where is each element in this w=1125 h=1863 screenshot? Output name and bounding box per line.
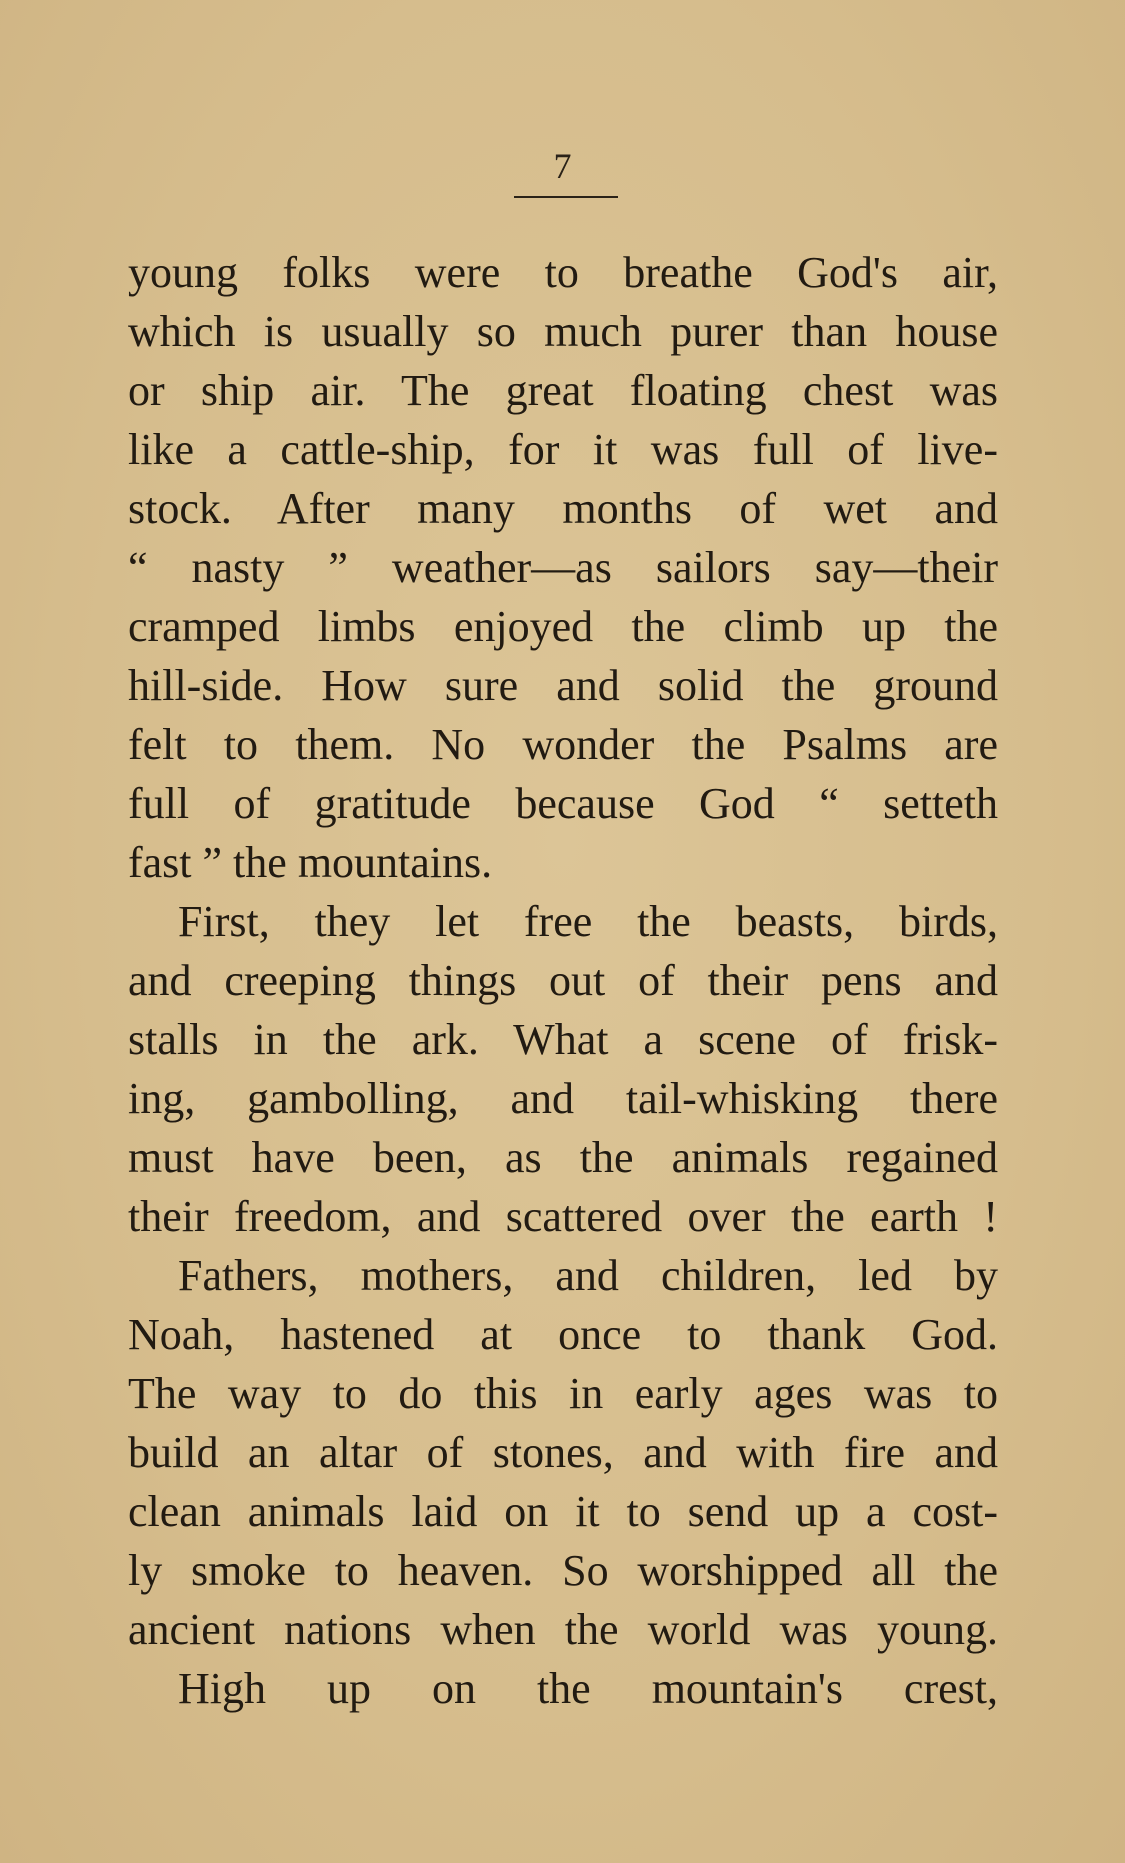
text-line: and creeping things out of their pens and <box>128 956 998 1005</box>
text-line: or ship air. The great floating chest was <box>128 366 998 415</box>
text-line: hill-side. How sure and solid the ground <box>128 661 998 710</box>
text-line: felt to them. No wonder the Psalms are <box>128 720 998 769</box>
text-line: young folks were to breathe God's air, <box>128 248 998 297</box>
text-line: The way to do this in early ages was to <box>128 1369 998 1418</box>
text-line: stalls in the ark. What a scene of frisk- <box>128 1015 998 1064</box>
text-line: Fathers, mothers, and children, led by <box>178 1251 998 1300</box>
text-line: ing, gambolling, and tail-whisking there <box>128 1074 998 1123</box>
page-number-rule <box>514 196 618 198</box>
text-line: stock. After many months of wet and <box>128 484 998 533</box>
text-line: ly smoke to heaven. So worshipped all the <box>128 1546 998 1595</box>
text-line: full of gratitude because God “ setteth <box>128 779 998 828</box>
text-line: build an altar of stones, and with fire and <box>128 1428 998 1477</box>
text-line: clean animals laid on it to send up a cost- <box>128 1487 998 1536</box>
text-line: fast ” the mountains. <box>128 838 493 887</box>
page-number <box>0 145 1125 187</box>
text-line: like a cattle-ship, for it was full of live- <box>128 425 998 474</box>
text-line: “ nasty ” weather—as sailors say—their <box>128 543 998 592</box>
body-text <box>128 243 998 1718</box>
text-line: High up on the mountain's crest, <box>178 1664 998 1713</box>
text-line: First, they let free the beasts, birds, <box>178 897 998 946</box>
text-line: must have been, as the animals regained <box>128 1133 998 1182</box>
text-line: their freedom, and scattered over the earth ! <box>128 1192 998 1241</box>
text-line: which is usually so much purer than house <box>128 307 998 356</box>
text-line: Noah, hastened at once to thank God. <box>128 1310 998 1359</box>
page-number-text: 7 <box>553 146 572 186</box>
text-line: ancient nations when the world was young. <box>128 1605 998 1654</box>
text-line: cramped limbs enjoyed the climb up the <box>128 602 998 651</box>
